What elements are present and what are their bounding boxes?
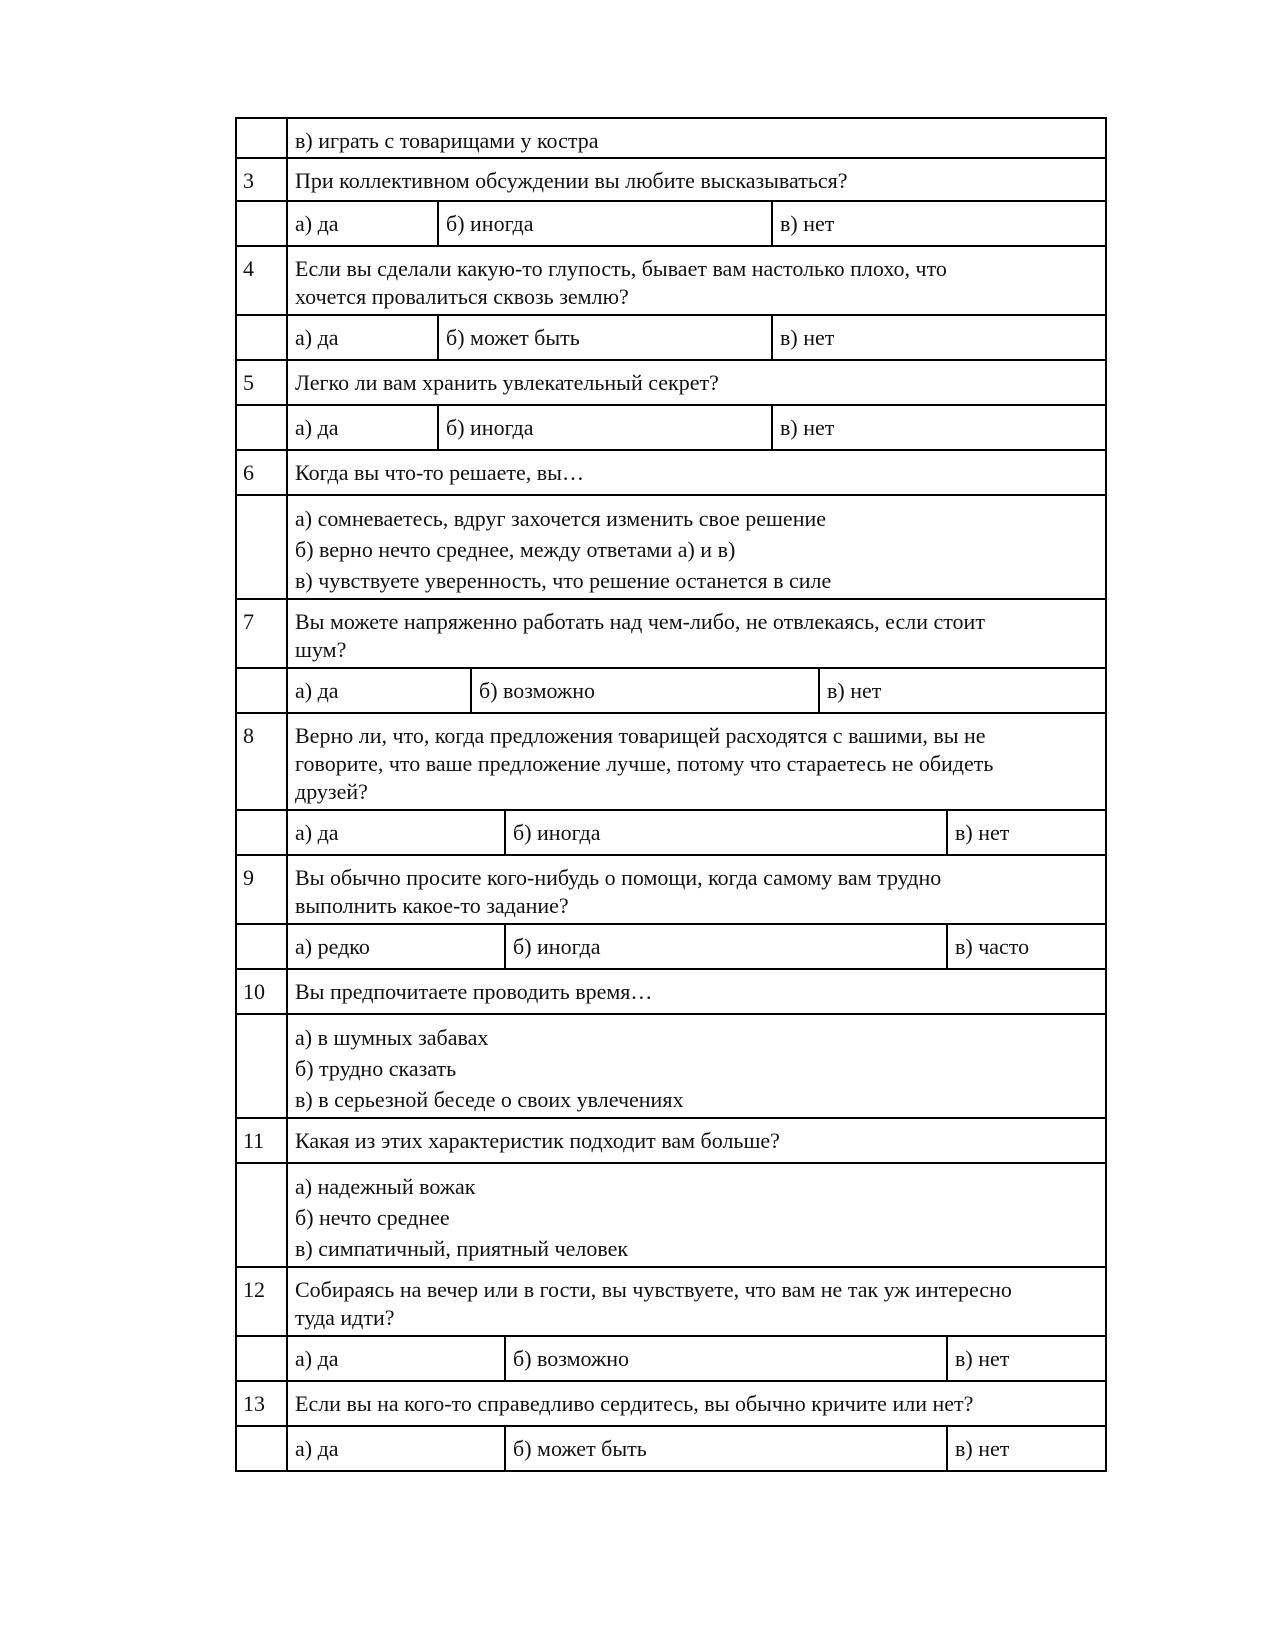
table-row xyxy=(235,669,1107,714)
questionnaire-table xyxy=(235,117,1107,1472)
table-row xyxy=(235,1337,1107,1382)
question-text: Верно ли, что, когда предложения товарищей расходятся с вашими, вы не говорите, что ваше предложение лучше, потому что стараетесь не обидеть друзей? xyxy=(295,723,994,804)
answer-option: в) в серьезной беседе о своих увлечениях xyxy=(295,1087,684,1112)
question-text: Если вы сделали какую-то глупость, бывает вам настолько плохо, что хочется провалиться сквозь землю? xyxy=(295,256,947,309)
question-text: Вы обычно просите кого-нибудь о помощи, когда самому вам трудно выполнить какое-то задание? xyxy=(295,865,942,918)
answer-option: в) нет xyxy=(771,406,1105,449)
answer-option: б) иногда xyxy=(504,925,946,968)
table-row xyxy=(235,856,1107,925)
table-row xyxy=(235,117,1107,159)
answer-option: а) да xyxy=(295,325,339,350)
answer-option: б) возможно xyxy=(470,669,818,712)
answer-option: а) сомневаетесь, вдруг захочется изменить свое решение xyxy=(295,506,827,531)
question-text: Какая из этих характеристик подходит вам больше? xyxy=(295,1128,780,1153)
question-text: Вы предпочитаете проводить время… xyxy=(295,979,653,1004)
answer-option: а) да xyxy=(295,678,339,703)
question-number: 9 xyxy=(237,856,288,923)
answer-option: б) верно нечто среднее, между ответами а) и в) xyxy=(295,537,736,562)
table-row xyxy=(235,970,1107,1015)
answer-option: а) в шумных забавах xyxy=(295,1025,489,1050)
question-number: 11 xyxy=(237,1119,288,1162)
answer-list xyxy=(288,1164,1105,1266)
question-text: Когда вы что-то решаете, вы… xyxy=(295,460,584,485)
answer-option: в) симпатичный, приятный человек xyxy=(295,1236,629,1261)
table-row xyxy=(235,1427,1107,1472)
answer-option: б) нечто среднее xyxy=(295,1205,450,1230)
table-row xyxy=(235,361,1107,406)
table-row xyxy=(235,925,1107,970)
answer-option: б) иногда xyxy=(437,406,771,449)
answer-option: б) может быть xyxy=(504,1427,946,1470)
question-number: 13 xyxy=(237,1382,288,1425)
answer-option: в) играть с товарищами у костра xyxy=(295,128,599,153)
question-number: 12 xyxy=(237,1268,288,1335)
question-number: 3 xyxy=(237,159,288,200)
table-row xyxy=(235,1268,1107,1337)
table-row xyxy=(235,600,1107,669)
question-text: При коллективном обсуждении вы любите высказываться? xyxy=(295,168,848,193)
table-row xyxy=(235,316,1107,361)
answer-list xyxy=(288,496,1105,598)
table-row xyxy=(235,1164,1107,1268)
answer-option: а) надежный вожак xyxy=(295,1174,476,1199)
question-number: 6 xyxy=(237,451,288,494)
table-row xyxy=(235,1382,1107,1427)
answer-option: а) да xyxy=(295,1436,339,1461)
table-row xyxy=(235,811,1107,856)
table-row xyxy=(235,406,1107,451)
answer-option: б) трудно сказать xyxy=(295,1056,457,1081)
table-row xyxy=(235,496,1107,600)
question-number: 4 xyxy=(237,247,288,314)
question-text: Вы можете напряженно работать над чем-либо, не отвлекаясь, если стоит шум? xyxy=(295,609,985,662)
answer-option: б) возможно xyxy=(504,1337,946,1380)
table-row xyxy=(235,247,1107,316)
answer-option: б) иногда xyxy=(437,202,771,245)
answer-option: в) нет xyxy=(771,316,1105,359)
answer-list xyxy=(288,1015,1105,1117)
answer-option: в) нет xyxy=(818,669,1105,712)
answer-option: в) нет xyxy=(946,1337,1105,1380)
question-text: Легко ли вам хранить увлекательный секрет? xyxy=(295,370,719,395)
table-row xyxy=(235,451,1107,496)
answer-option: б) может быть xyxy=(437,316,771,359)
table-row xyxy=(235,1119,1107,1164)
question-number: 7 xyxy=(237,600,288,667)
table-row xyxy=(235,202,1107,247)
question-number: 10 xyxy=(237,970,288,1013)
table-row xyxy=(235,159,1107,202)
answer-option: а) редко xyxy=(295,934,370,959)
table-row xyxy=(235,714,1107,811)
answer-option: а) да xyxy=(295,415,339,440)
question-number: 8 xyxy=(237,714,288,809)
question-number: 5 xyxy=(237,361,288,404)
answer-option: а) да xyxy=(295,1346,339,1371)
answer-option: в) часто xyxy=(946,925,1105,968)
answer-option: б) иногда xyxy=(504,811,946,854)
question-number xyxy=(237,119,288,157)
answer-option: в) нет xyxy=(946,811,1105,854)
answer-option: в) чувствуете уверенность, что решение останется в силе xyxy=(295,568,832,593)
question-text: Собираясь на вечер или в гости, вы чувствуете, что вам не так уж интересно туда идти? xyxy=(295,1277,1012,1330)
answer-option: в) нет xyxy=(946,1427,1105,1470)
table-row xyxy=(235,1015,1107,1119)
answer-option: в) нет xyxy=(771,202,1105,245)
answer-option: а) да xyxy=(295,820,339,845)
question-text: Если вы на кого-то справедливо сердитесь, вы обычно кричите или нет? xyxy=(295,1391,974,1416)
answer-option: а) да xyxy=(295,211,339,236)
